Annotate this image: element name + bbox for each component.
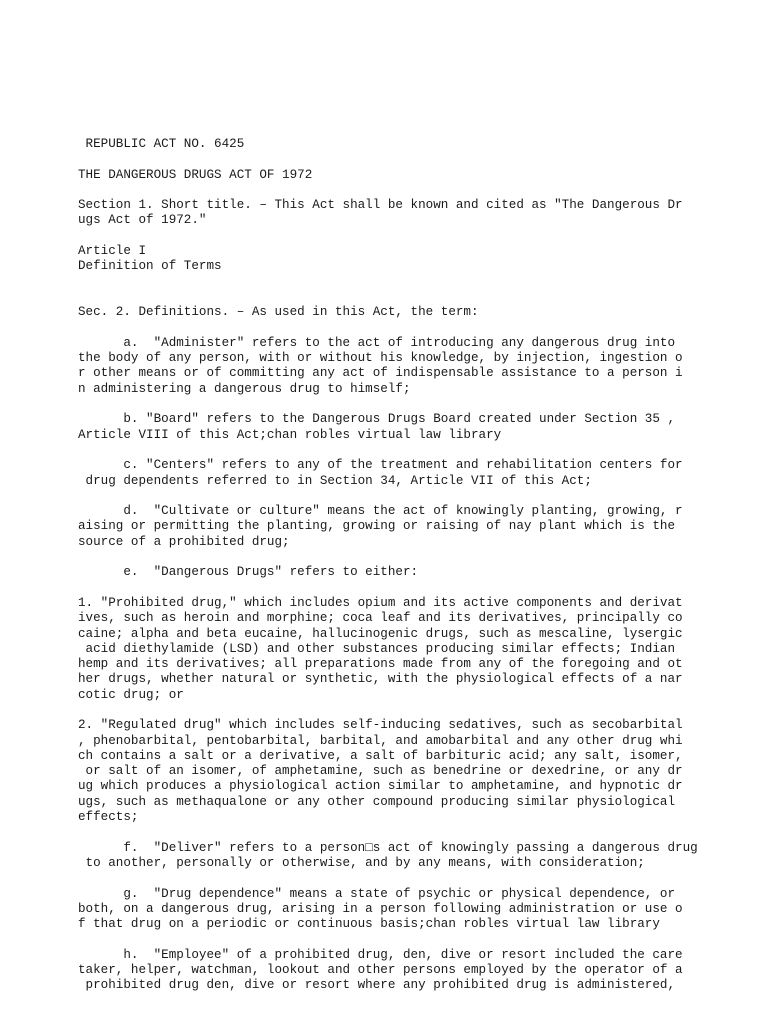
definition-h: h. "Employee" of a prohibited drug, den, dive or resort included the care taker, helper, watchman, lookout and other persons employed by the operator of a prohibited drug den, dive or resort where any prohibited drug is administered, — [78, 947, 683, 993]
act-title: THE DANGEROUS DRUGS ACT OF 1972 — [78, 167, 313, 182]
document-body — [78, 137, 758, 1009]
section-2-intro: Sec. 2. Definitions. – As used in this Act, the term: — [78, 305, 479, 320]
act-number: REPUBLIC ACT NO. 6425 — [78, 137, 245, 151]
section-1-short-title: Section 1. Short title. – This Act shall be known and cited as "The Dangerous Dr ugs Act of 1972." — [78, 198, 683, 228]
definition-b: b. "Board" refers to the Dangerous Drugs Board created under Section 35 , Article VIII of this Act;chan robles virtual law library — [78, 412, 676, 442]
definition-e-2-regulated-drug: 2. "Regulated drug" which includes self-inducing sedatives, such as secobarbital , phenobarbital, pentobarbital, barbital, and amobarbital and any other drug whi ch contains a salt or a derivative, a salt of barbituric acid; any salt, isomer, or salt of an isomer, of amphetamine, such as benedrine or dexedrine, or any dr ug which produces a physiological action similar to amphetamine, and hypnotic dr ugs, such as methaqualone or any other compound producing similar physiological effects; — [78, 718, 683, 825]
definition-g: g. "Drug dependence" means a state of psychic or physical dependence, or both, on a dangerous drug, arising in a person following administration or use o f that drug on a periodic or continuous basis;chan robles virtual law library — [78, 886, 683, 932]
definition-a: a. "Administer" refers to the act of introducing any dangerous drug into the body of any person, with or without his knowledge, by injection, ingestion o r other means or of committing any act of indispensable assistance to a person i n administering a dangerous drug to himself; — [78, 335, 683, 396]
definition-e: e. "Dangerous Drugs" refers to either: — [78, 565, 419, 580]
definition-e-1-prohibited-drug: 1. "Prohibited drug," which includes opium and its active components and derivat ives, such as heroin and morphine; coca leaf and its derivatives, principally co caine; alpha and beta eucaine, hallucinogenic drugs, such as mescaline, lysergic acid diethylamide (LSD) and other substances producing similar effects; Indian hemp and its derivatives; all preparations made from any of the foregoing and ot her drugs, whether natural or synthetic, with the physiological effects of a nar cotic drug; or — [78, 595, 683, 702]
definition-f: f. "Deliver" refers to a person□s act of knowingly passing a dangerous drug to another, personally or otherwise, and by any means, with consideration; — [85, 840, 698, 870]
definition-d: d. "Cultivate or culture" means the act of knowingly planting, growing, r aising or permitting the planting, growing or raising of nay plant which is the source of a prohibited drug; — [78, 504, 683, 549]
definition-c: c. "Centers" refers to any of the treatment and rehabilitation centers for drug dependents referred to in Section 34, Article VII of this Act; — [85, 458, 683, 488]
article-heading: Article I Definition of Terms — [78, 244, 222, 274]
